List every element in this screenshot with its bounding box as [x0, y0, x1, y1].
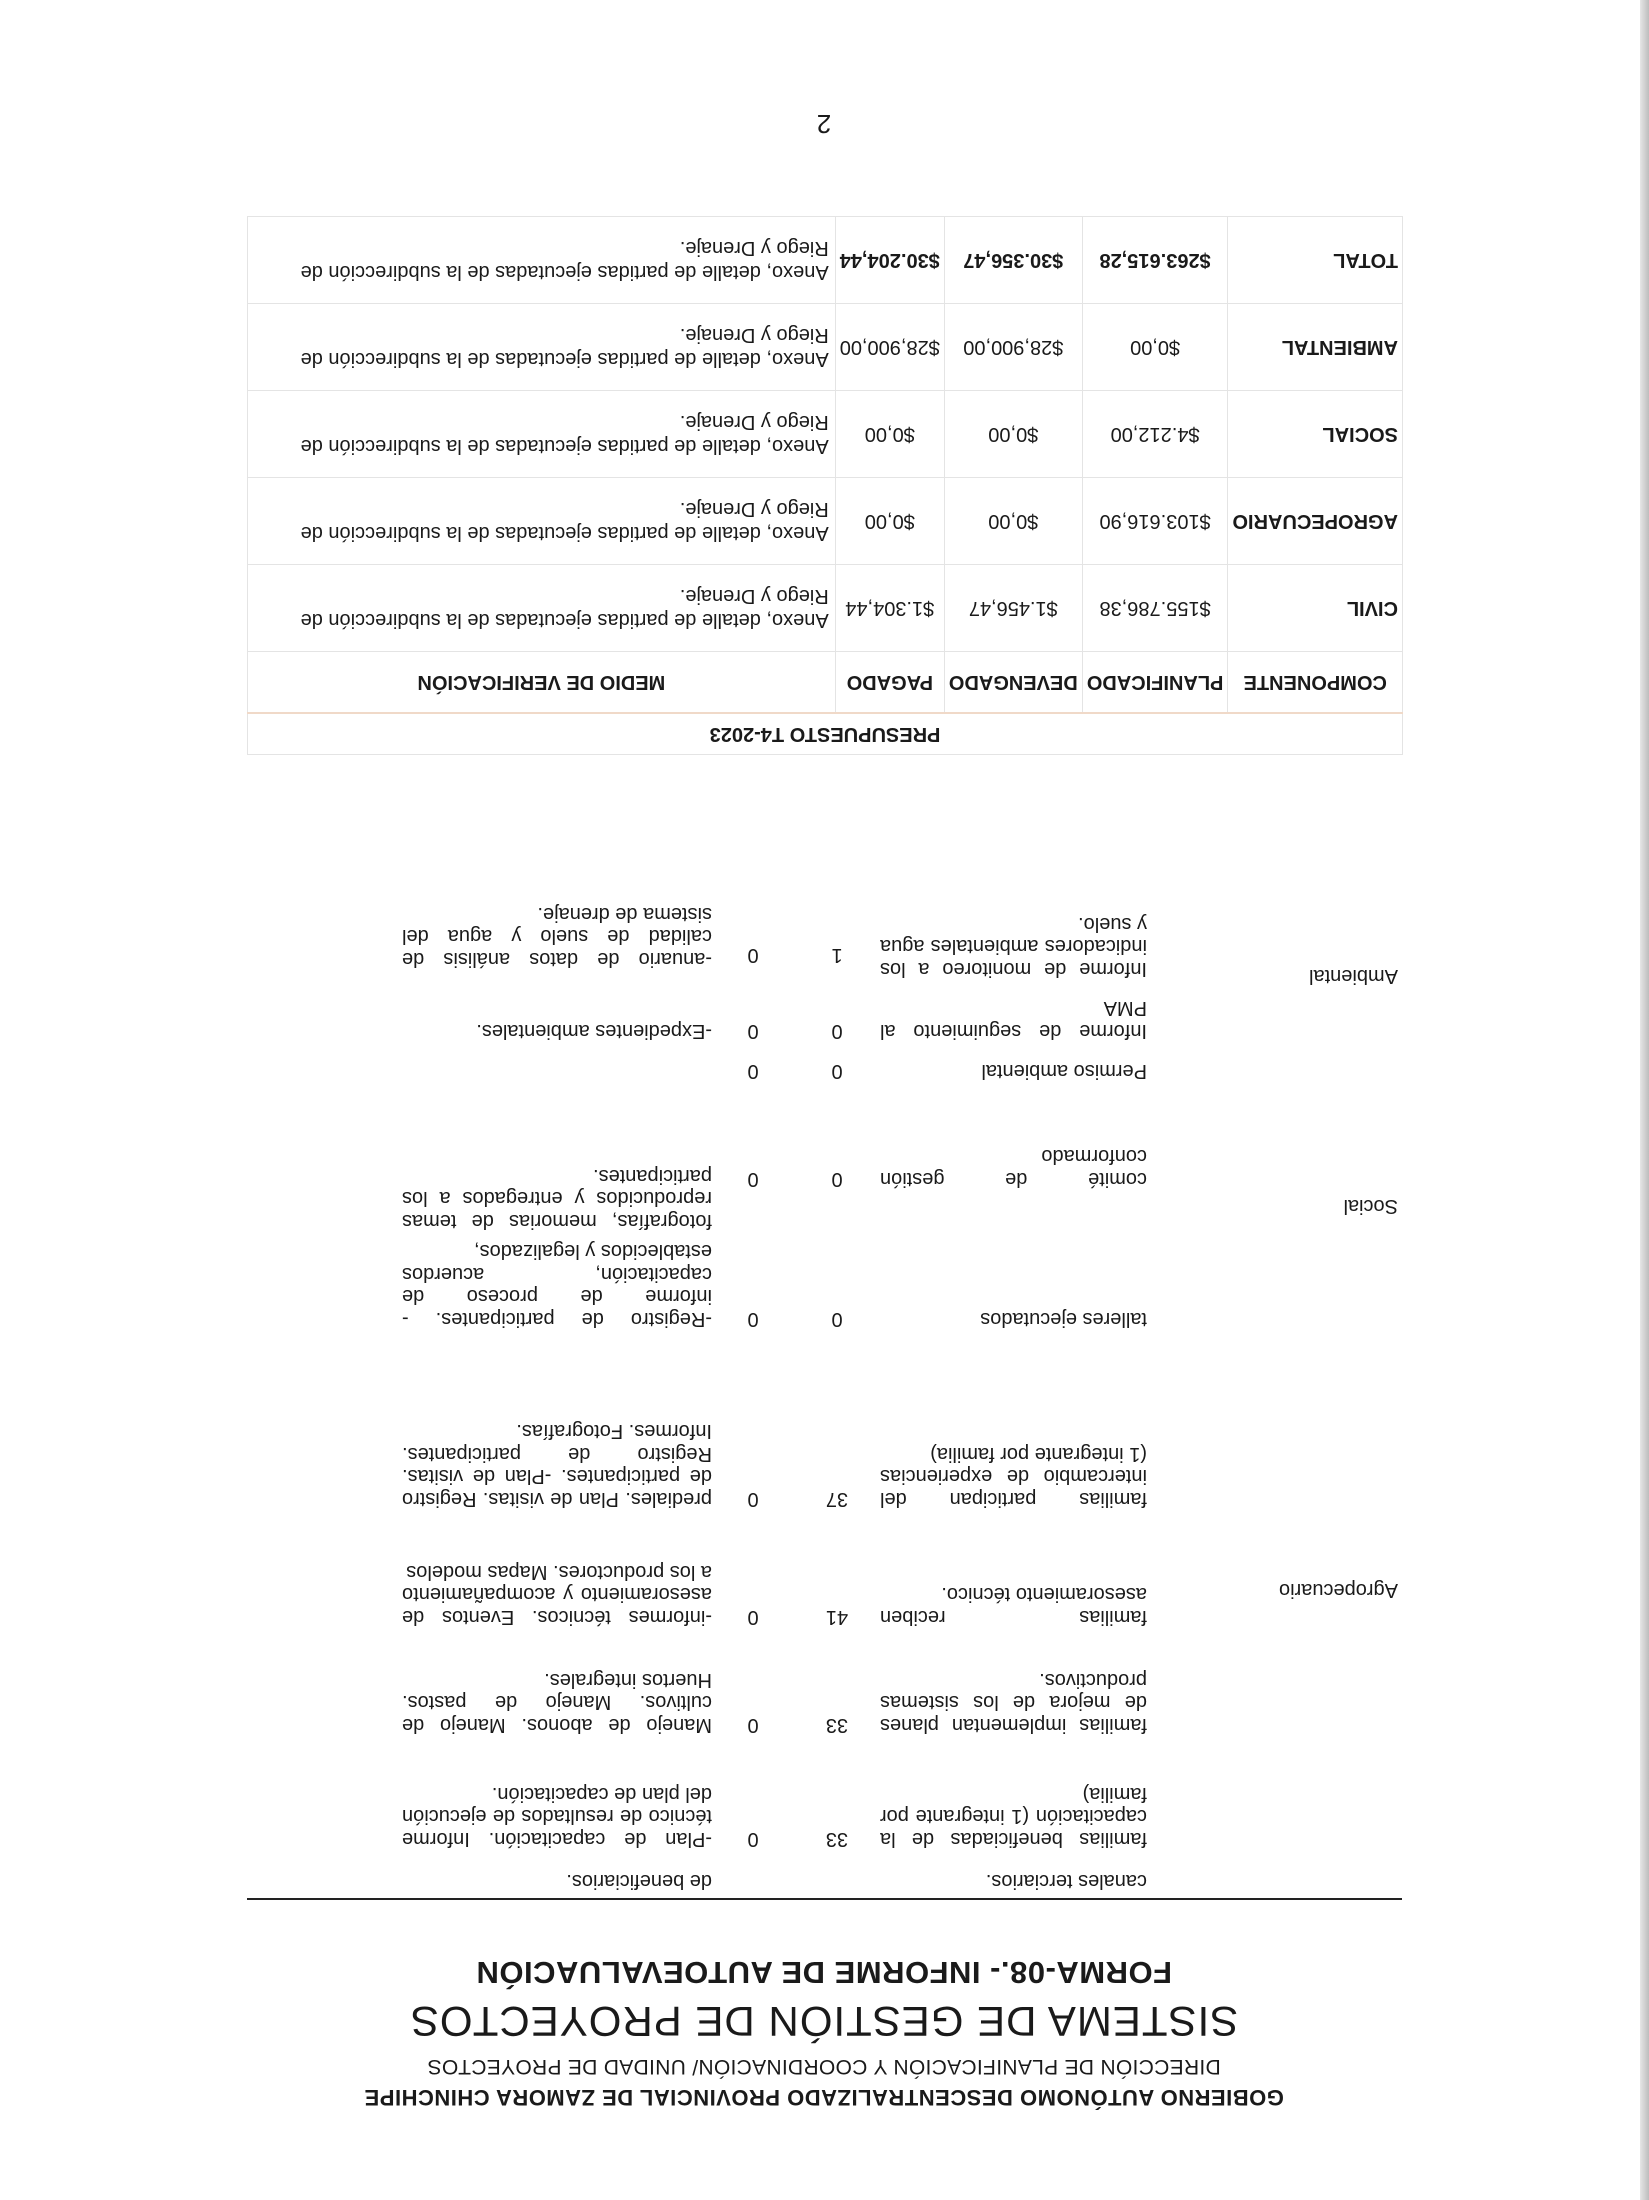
value-cell: 33 [825, 1714, 849, 1736]
means-cell: fotografías, memorias de temas reproducidos y entregados a los participantes. [402, 1165, 712, 1232]
value-cell: 33 [825, 1828, 849, 1850]
means-cell: -Expedientes ambientales. [476, 1020, 712, 1042]
accrued-cell: $1.456,47 [944, 565, 1082, 652]
accrued-cell: $0,00 [944, 478, 1082, 565]
accrued-cell: $30.356,47 [944, 217, 1082, 304]
means-cell: Anexo, detalle de partidas ejecutadas de la subdirección de Riego y Drenaje. [248, 304, 836, 391]
table-row [247, 870, 1152, 980]
value-cell: 0 [831, 1168, 843, 1190]
group-ambiental [247, 870, 1402, 1082]
table-row [247, 1042, 1152, 1082]
table-row [247, 1628, 1152, 1736]
table-row [247, 1736, 1152, 1850]
value-cell: 0 [747, 944, 759, 966]
form-title: FORMA-08.- INFORME DE AUTOEVALUACIÓN [476, 1955, 1172, 1990]
group-label: Ambiental [1309, 965, 1398, 988]
means-cell: prediales. Plan de visitas. Registro de participantes. -Plan de visitas. Registro de participantes. Informes. Fotografías. [402, 1420, 712, 1510]
component-cell: TOTAL [1228, 217, 1403, 304]
group-social [247, 1082, 1402, 1330]
table-row [247, 1330, 1152, 1510]
department-name: DIRECCIÓN DE PLANIFICACIÓN Y COORDINACIÓN/ UNIDAD DE PROYECTOS [427, 2055, 1221, 2078]
means-cell: Anexo, detalle de partidas ejecutadas de la subdirección de Riego y Drenaje. [248, 391, 836, 478]
value-cell: 0 [831, 1020, 843, 1042]
value-cell: 0 [747, 1308, 759, 1330]
indicator-cell: Informe de monitoreo a los indicadores ambientales agua y suelo. [880, 913, 1147, 980]
group-label: Agropecuario [1279, 1579, 1398, 1602]
means-cell: Manejo de abonos. Manejo de cultivos. Manejo de pastos. Huertos integrales. [402, 1669, 712, 1736]
means-cell: de beneficiarios. [566, 1870, 712, 1892]
value-cell: 0 [747, 1060, 759, 1082]
table-row [248, 565, 1403, 652]
value-cell: 0 [747, 1606, 759, 1628]
table-row [247, 1082, 1152, 1232]
table-row [248, 478, 1403, 565]
indicator-cell: familias participan del intercambio de experiencias (1 integrante por familia) [880, 1443, 1147, 1510]
value-cell: 41 [825, 1606, 849, 1628]
value-cell: 0 [831, 1308, 843, 1330]
column-header: PLANIFICADO [1082, 652, 1228, 714]
indicator-cell: familias beneficiadas de la capacitación (1 integrante por familia) [880, 1783, 1147, 1850]
table-header-row [248, 652, 1403, 714]
indicator-cell: Permiso ambiental [981, 1060, 1147, 1082]
planned-cell: $103.616,90 [1082, 478, 1228, 565]
planned-cell: $263.615,28 [1082, 217, 1228, 304]
document-header [239, 1953, 1409, 2112]
header-divider [247, 1898, 1402, 1900]
indicator-cell: comité de gestión conformado [880, 1145, 1147, 1190]
value-cell: 0 [747, 1020, 759, 1042]
system-title: SISTEMA DE GESTIÓN DE PROYECTOS [409, 1998, 1239, 2045]
continuation-row [247, 1850, 1402, 1892]
table-row [247, 1510, 1152, 1628]
component-cell: CIVIL [1228, 565, 1403, 652]
column-header: PAGADO [835, 652, 944, 714]
planned-cell: $4.212,00 [1082, 391, 1228, 478]
paid-cell: $28,900,00 [835, 304, 944, 391]
table-row [247, 1232, 1152, 1330]
budget-table [247, 216, 1403, 755]
table-row [247, 980, 1152, 1042]
means-cell: Anexo, detalle de partidas ejecutadas de la subdirección de Riego y Drenaje. [248, 478, 836, 565]
group-agropecuario [247, 1330, 1402, 1850]
indicator-cell: talleres ejecutados [980, 1308, 1147, 1330]
paid-cell: $0,00 [835, 478, 944, 565]
component-cell: AMBIENTAL [1228, 304, 1403, 391]
organization-name: GOBIERNO AUTÓNOMO DESCENTRALIZADO PROVINCIAL DE ZAMORA CHINCHIPE [364, 2085, 1284, 2110]
value-cell: 0 [747, 1168, 759, 1190]
indicator-cell: Informe de seguimiento al PMA [880, 997, 1147, 1042]
evaluation-table [247, 870, 1402, 1892]
means-cell: -informes técnicos. Eventos de asesoramiento y acompañamiento a los productores. Mapas modelos [402, 1561, 712, 1628]
indicator-cell: familias reciben asesoramiento técnico. [880, 1583, 1147, 1628]
column-header: MEDIO DE VERIFICACIÓN [248, 652, 836, 714]
table-row [248, 391, 1403, 478]
means-cell: Anexo, detalle de partidas ejecutadas de la subdirección de Riego y Drenaje. [248, 217, 836, 304]
paid-cell: $0,00 [835, 391, 944, 478]
means-cell: Anexo, detalle de partidas ejecutadas de la subdirección de Riego y Drenaje. [248, 565, 836, 652]
table-row [248, 304, 1403, 391]
component-cell: AGROPECUARIO [1228, 478, 1403, 565]
planned-cell: $0,00 [1082, 304, 1228, 391]
value-cell: 0 [831, 1060, 843, 1082]
value-cell: 37 [825, 1488, 849, 1510]
column-header: COMPONENTE [1228, 652, 1403, 714]
total-row [248, 217, 1403, 304]
means-cell: -Plan de capacitación. Informe técnico de resultados de ejecución del plan de capacitación. [402, 1783, 712, 1850]
value-cell: 0 [747, 1714, 759, 1736]
value-cell: 1 [831, 944, 843, 966]
means-cell [396, 1042, 712, 1082]
accrued-cell: $0,00 [944, 391, 1082, 478]
planned-cell: $155.786,38 [1082, 565, 1228, 652]
means-cell: -anuario de datos análisis de calidad de suelo y agua del sistema de drenaje. [402, 903, 712, 970]
group-label: Social [1343, 1195, 1398, 1218]
indicator-cell: familias implementan planes de mejora de los sistemas productivos. [880, 1669, 1147, 1736]
column-header: DEVENGADO [944, 652, 1082, 714]
paid-cell: $30.204,44 [835, 217, 944, 304]
paid-cell: $1.304,44 [835, 565, 944, 652]
component-cell: SOCIAL [1228, 391, 1403, 478]
page-number: 2 [816, 109, 832, 139]
means-cell: -Registro de participantes. -informe de proceso de capacitación, acuerdos establecidos y legalizados, [402, 1240, 712, 1330]
value-cell: 0 [747, 1828, 759, 1850]
indicator-cell: canales terciarios. [985, 1870, 1147, 1892]
budget-title: PRESUPUESTO T4-2023 [248, 713, 1403, 755]
value-cell: 0 [747, 1488, 759, 1510]
accrued-cell: $28,900,00 [944, 304, 1082, 391]
